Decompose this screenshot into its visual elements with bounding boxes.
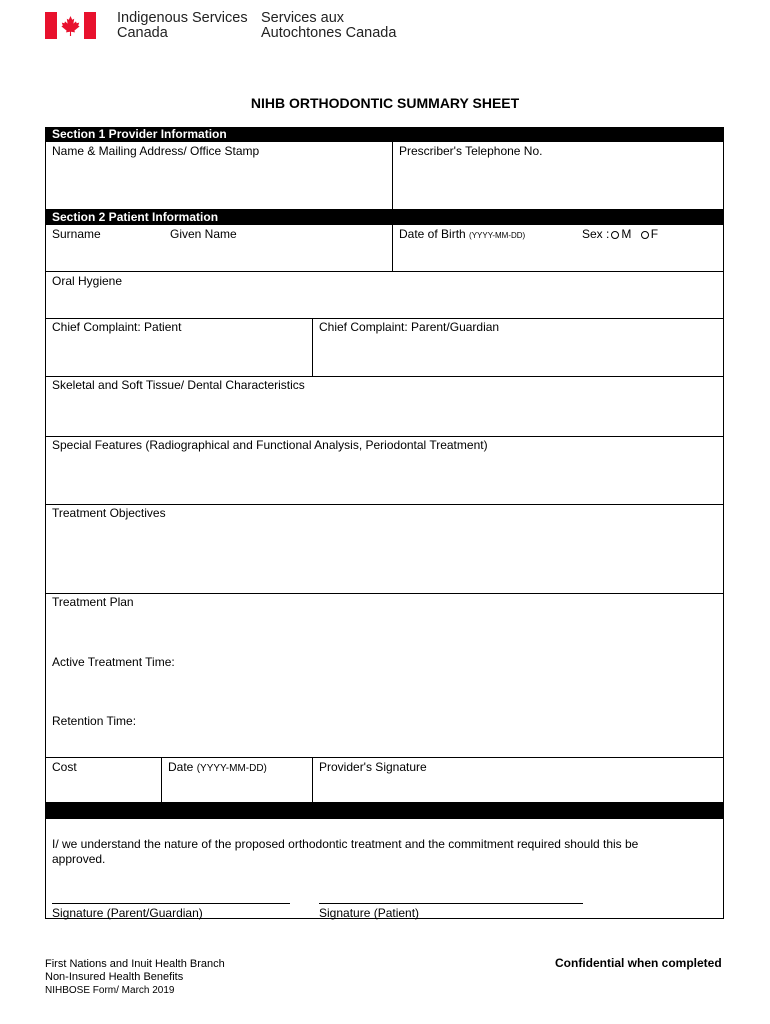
branch-name: First Nations and Inuit Health Branch — [45, 958, 225, 970]
telephone-field[interactable]: Prescriber's Telephone No. — [399, 144, 543, 158]
name-address-field[interactable]: Name & Mailing Address/ Office Stamp — [52, 144, 260, 158]
divider — [45, 757, 724, 758]
dept-fr-line1: Services aux — [261, 10, 345, 26]
program-name: Non-Insured Health Benefits — [45, 971, 184, 983]
sex-m-label: M — [621, 227, 632, 241]
complaint-guardian-field[interactable]: Chief Complaint: Parent/Guardian — [319, 320, 500, 334]
divider — [312, 318, 313, 376]
provider-signature-field[interactable]: Provider's Signature — [319, 760, 427, 774]
form-frame — [45, 127, 724, 919]
skeletal-field[interactable]: Skeletal and Soft Tissue/ Dental Characteristics — [52, 378, 305, 392]
divider — [45, 504, 724, 505]
guardian-signature-label: Signature (Parent/Guardian) — [52, 906, 203, 920]
given-name-field[interactable]: Given Name — [170, 227, 237, 241]
consent-bar — [45, 802, 724, 819]
treatment-plan-field[interactable]: Treatment Plan — [52, 595, 134, 609]
surname-field[interactable]: Surname — [52, 227, 101, 241]
sex-f-label: F — [650, 227, 659, 241]
section1-heading: Section 1 Provider Information — [45, 127, 724, 142]
oral-hygiene-field[interactable]: Oral Hygiene — [52, 274, 123, 288]
divider — [45, 376, 724, 377]
sex-m-radio[interactable] — [611, 231, 619, 239]
form-id: NIHBOSE Form/ March 2019 — [45, 985, 175, 996]
divider — [45, 271, 724, 272]
retention-time-field[interactable]: Retention Time: — [52, 714, 137, 728]
divider — [45, 436, 724, 437]
divider — [392, 225, 393, 271]
date-field[interactable] — [168, 760, 267, 776]
dept-en-line1: Indigenous Services — [117, 10, 248, 26]
dob-label: Date of Birth — [399, 227, 466, 241]
date-label: Date — [168, 760, 194, 774]
canada-flag-logo — [45, 12, 96, 39]
sex-selector — [582, 227, 658, 242]
dob-format: (YYYY-MM-DD) — [469, 231, 526, 240]
sex-label: Sex : — [582, 227, 610, 241]
department-name-english — [117, 11, 248, 41]
dept-fr-line2: Autochtones Canada — [261, 25, 397, 41]
cost-field[interactable]: Cost — [52, 760, 77, 774]
divider — [45, 318, 724, 319]
special-features-field[interactable]: Special Features (Radiographical and Functional Analysis, Periodontal Treatment) — [52, 438, 488, 452]
date-format: (YYYY-MM-DD) — [196, 763, 267, 774]
active-treatment-time-field[interactable]: Active Treatment Time: — [52, 655, 175, 669]
divider — [312, 757, 313, 802]
consent-statement: I/ we understand the nature of the proposed orthodontic treatment and the commitment required should this be approved. — [52, 837, 639, 866]
patient-signature-line[interactable] — [319, 903, 583, 904]
treatment-objectives-field[interactable]: Treatment Objectives — [52, 506, 166, 520]
guardian-signature-line[interactable] — [52, 903, 290, 904]
complaint-patient-field[interactable]: Chief Complaint: Patient — [52, 320, 182, 334]
confidential-note: Confidential when completed — [555, 956, 722, 970]
dept-en-line2: Canada — [117, 25, 168, 41]
form-title: NIHB ORTHODONTIC SUMMARY SHEET — [250, 95, 520, 111]
department-name-french — [261, 11, 396, 41]
date-of-birth-field[interactable] — [399, 227, 525, 243]
divider — [161, 757, 162, 802]
divider — [45, 593, 724, 594]
section2-heading: Section 2 Patient Information — [45, 209, 724, 225]
sex-f-radio[interactable] — [641, 231, 649, 239]
divider — [392, 142, 393, 209]
patient-signature-label: Signature (Patient) — [319, 906, 420, 920]
